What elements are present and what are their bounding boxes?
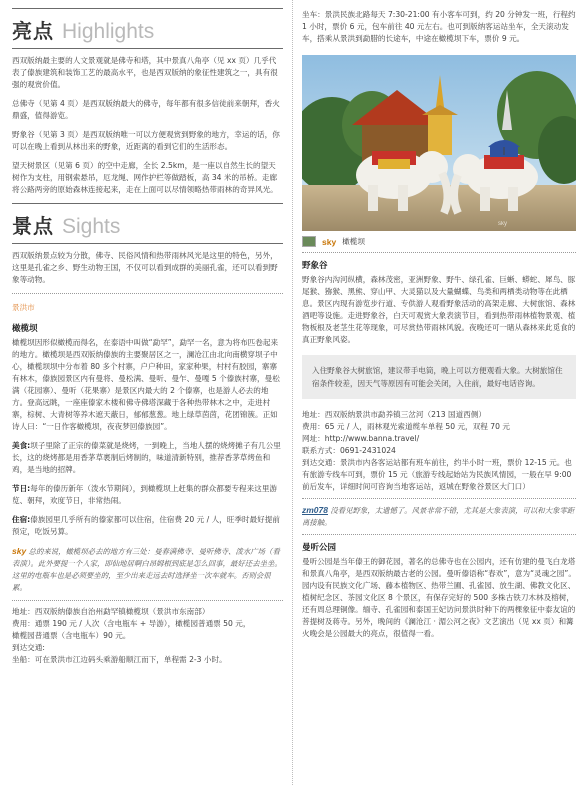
caption-place: 橄榄坝 [342, 237, 365, 246]
highlight-paragraph: 望天树景区（见第 6 页）的空中走廊，全长 2.5km，是一座以自然生长的望天树作为支柱，用钢索悬吊，厄龙绳、网作护栏等做踏板，高 34 米的吊桥。走廊将公路两旁的原始森林连接起来，走在上面可以尽情领略热带雨林的奇异风光。 [12, 161, 278, 194]
svg-text:sky: sky [498, 221, 507, 227]
festival-label: 节日: [12, 484, 31, 493]
dotted-rule [302, 498, 576, 499]
photo-caption [302, 236, 576, 247]
yxg-body: 野象谷内沟河纵横，森林茂密，亚洲野象、野牛、绿孔雀、巨蜥、蟒蛇、犀鸟、豚尾猴、猕猴、黑熊、穿山甲、大灵猫以及大量蝴蝶、鸟类和两栖类动物等在此栖息。景区内现有游览步行道、专供游人观看野象活动的高架走廊、大树旅馆、森林酒吧等设施。走进野象谷，白天可观赏大象表演节目，看到热带雨林植物景观、植物板根及老茎生花等现象，可尽赏热带雨林风貌。夜晚还可一睹从森林来此觅食的真正野象风姿。 [302, 275, 576, 344]
top-rule [12, 8, 283, 9]
stay-label: 住宿: [12, 515, 31, 524]
yxg-address: 地址：西双版纳景洪市勐养镇三岔河（213 国道西侧） [302, 410, 486, 419]
highlight-paragraph: 西双版纳最主要的人文景观就是佛寺和塔，其中景真八角亭（见 xx 页）几乎代表了傣族建筑和装饰工艺的最高水平，也是西双版纳的象征性建筑之一，具有很强的观赏价值。 [12, 56, 278, 89]
highlight-paragraph: 野象谷（见第 3 页）是西双版纳唯一可以方便观赏到野象的地方，幸运的话，你可以在晚上看到从林出来的野象，近距离的看到它们的生活形态。 [12, 130, 280, 151]
yxg-transport: 到达交通：景洪市内各客运站都有班车前往，约半小时一班，票价 12-15 元。也有旅游专线车可到，票价 15 元（旅游专线起始站为民族风情园，一般在早 9:00 前后发车，详细时间可咨询当地客运站，返城在野象谷景区大门口） [302, 458, 572, 491]
yxg-phone: 联系方式：0691-2431024 [302, 446, 396, 455]
yxg-info [302, 409, 576, 493]
mth-body: 曼听公园是当年傣王的御花园，著名的总佛寺也在公园内，还有仿建的曼飞白龙塔和景真八角亭，是西双版纳最古老的公园。曼听傣语称“春欢”，意为“灵魂之园”。园内设有民族文化广场、藤本植物区、热带兰圃、孔雀园、放生湖、佛教文化区、植树纪念区、茶园文化区 8 个景区，有保存完好的 500 多株古铁刀木林及榕树，还有周总理铜像。缅寺、孔雀园和泰国王妃访问景洪时种下的两棵象征中泰友谊的菩提树及蒋寺。另外，晚间的《澜沧江 · 湄公河之夜》文艺演出（见 xx 页）和篝火晚会是公园最大的亮点，很值得一看。 [302, 557, 576, 638]
festival-para [12, 483, 283, 507]
traveler-quote [302, 504, 576, 529]
sights-intro: 西双版纳景点较为分散，佛寺、民俗风情和热带雨林风光是这里的特色，另外，这里是孔雀之乡、野生动物王国，不仅可以看到成群的美丽孔雀，还可以看到野象等动物。 [12, 251, 278, 284]
sights-title-cn: 景点 [12, 214, 54, 238]
stay-text: 傣族园里几乎所有的傣家都可以住宿，住宿费 20 元 / 人，旺季时最好提前预定，吃饭另算。 [12, 515, 280, 536]
elephant-statue-photo [302, 55, 576, 231]
highlights-heading [12, 15, 283, 44]
highlights-title-en: Highlights [62, 20, 155, 43]
highlights-rule [12, 48, 283, 49]
highlights-list [12, 55, 283, 196]
tip-box [302, 355, 576, 399]
festival-text: 每年的傣历新年（泼水节期间），到橄榄坝上赶集的群众都要专程来这里游览、朝拜，欢度节日，非常热闹。 [12, 484, 278, 505]
sights-title-en: Sights [62, 215, 121, 238]
photo-illustration [302, 55, 576, 231]
quote-username[interactable]: sky [12, 546, 27, 556]
sights-rule-top [12, 203, 283, 204]
tip-text: 入住野象谷大树旅馆，建议带手电筒，晚上可以方便观看大象。大树旅馆住宿条件较差，因天气等原因有可能会关闭，入住前，最好电话咨询。 [312, 366, 563, 388]
sights-heading [12, 210, 283, 239]
caption-username[interactable]: sky [322, 236, 337, 247]
bus-info: 坐车：景洪民族北路每天 7:30-21:00 有小客车可到，约 20 分钟发一班，行程约 1 小时，票价 6 元，包车前往 40 元左右。也可到版纳客运站坐车，全天滚动发车，搭乘从景洪到勐腊的长途车，中途在橄榄坝下车，票价 9 元。 [302, 10, 576, 43]
gqb-transport-text: 坐船：可在景洪市江边码头乘游船顺江而下，单程需 2-3 小时。 [12, 655, 227, 664]
food-para [12, 440, 283, 476]
gqb-title: 橄榄坝 [12, 324, 38, 334]
dotted-rule [302, 534, 576, 535]
highlight-paragraph: 总佛寺（见第 4 页）是西双版纳最大的佛寺，每年都有很多信徒前来朝拜，香火鼎盛，值得游览。 [12, 99, 280, 120]
food-label: 美食: [12, 441, 31, 450]
dotted-rule [12, 293, 283, 294]
food-text: 坝子里除了正宗的傣菜就是烧烤，一到晚上，当地人摆的烧烤摊子有几公里长，这的烧烤都是用香茅草裹制后烤制的，味道清新特别，推荐香茅草烤鱼和鸡，是当地的招牌。 [12, 441, 281, 474]
city-tag: 景洪市 [12, 303, 35, 312]
gqb-fee-line: 橄榄园普通票（含电瓶车）90 元。 [12, 631, 131, 640]
stay-para [12, 514, 283, 538]
left-column [12, 0, 283, 666]
yxg-website[interactable]: 网址：http://www.banna.travel/ [302, 434, 420, 443]
sights-rule [12, 243, 283, 244]
right-column [302, 0, 576, 640]
yxg-fee: 费用：65 元 / 人，雨林观光索道缆车单程 50 元，双程 70 元 [302, 422, 510, 431]
quote-text: 没看见野象，太遗憾了。风景非常不错，尤其是大象表演，可以和大象零距离接触。 [302, 506, 575, 527]
column-divider [292, 0, 293, 785]
mth-title: 曼听公园 [302, 543, 337, 553]
traveler-quote [12, 545, 283, 594]
gqb-transport-label: 到达交通: [12, 643, 45, 652]
dotted-rule [302, 252, 576, 253]
gqb-address: 地址：西双版纳傣族自治州勐罕镇橄榄坝（景洪市东南部） [12, 607, 210, 616]
yxg-title: 野象谷 [302, 261, 328, 271]
quote-username[interactable]: zm078 [302, 505, 328, 515]
user-avatar [302, 236, 316, 247]
gqb-body: 橄榄坝因形似橄榄而得名，在泰语中叫做“勐罕”，勐罕一名，意为将布匹卷起来的地方。橄榄坝是西双版纳傣族的主要聚居区之一，澜沧江由北向南横穿坝子中心，橄榄坝坝中分布着 80 多个村寨，户户种田，家家种果，村村有胶园，寨寨有林木，傣族园景区内有曼将、曼松满、曼听、曼乍、曼嘎 5 个傣族村寨，曼松满（花园寨）、曼听（花果寨）是景区内最大的 2 个傣寨，也是游人必去的地方。登高远眺，一座座傣家木楼和佛寺佛塔深藏于各种热带林木之中，走进村寨，棕树、大青树等养木遮天蔽日，郁郁葱葱。地上绿草茵茵，花团锦簇。正如诗人曰：“一日作客橄榄坝，夜夜梦回傣族园”。 [12, 338, 280, 431]
quote-text: 总的来说，橄榄坝必去的地方有三处：曼春满佛寺、曼听佛寺、泼水广场（看表演）。此外要提一个人家，即仙地居啊白昂姆根到底是怎么回事，最好还去坐坐。这里的电瓶车也是必须要坐的，至少出来走远去时选择坐一次车就车。否则会很累。 [12, 547, 282, 592]
dotted-rule [12, 600, 283, 601]
gqb-fee-line: 费用：通票 190 元 / 人次（含电瓶车 + 导游），橄榄园普通票 50 元， [12, 619, 251, 628]
highlights-title-cn: 亮点 [12, 19, 54, 43]
